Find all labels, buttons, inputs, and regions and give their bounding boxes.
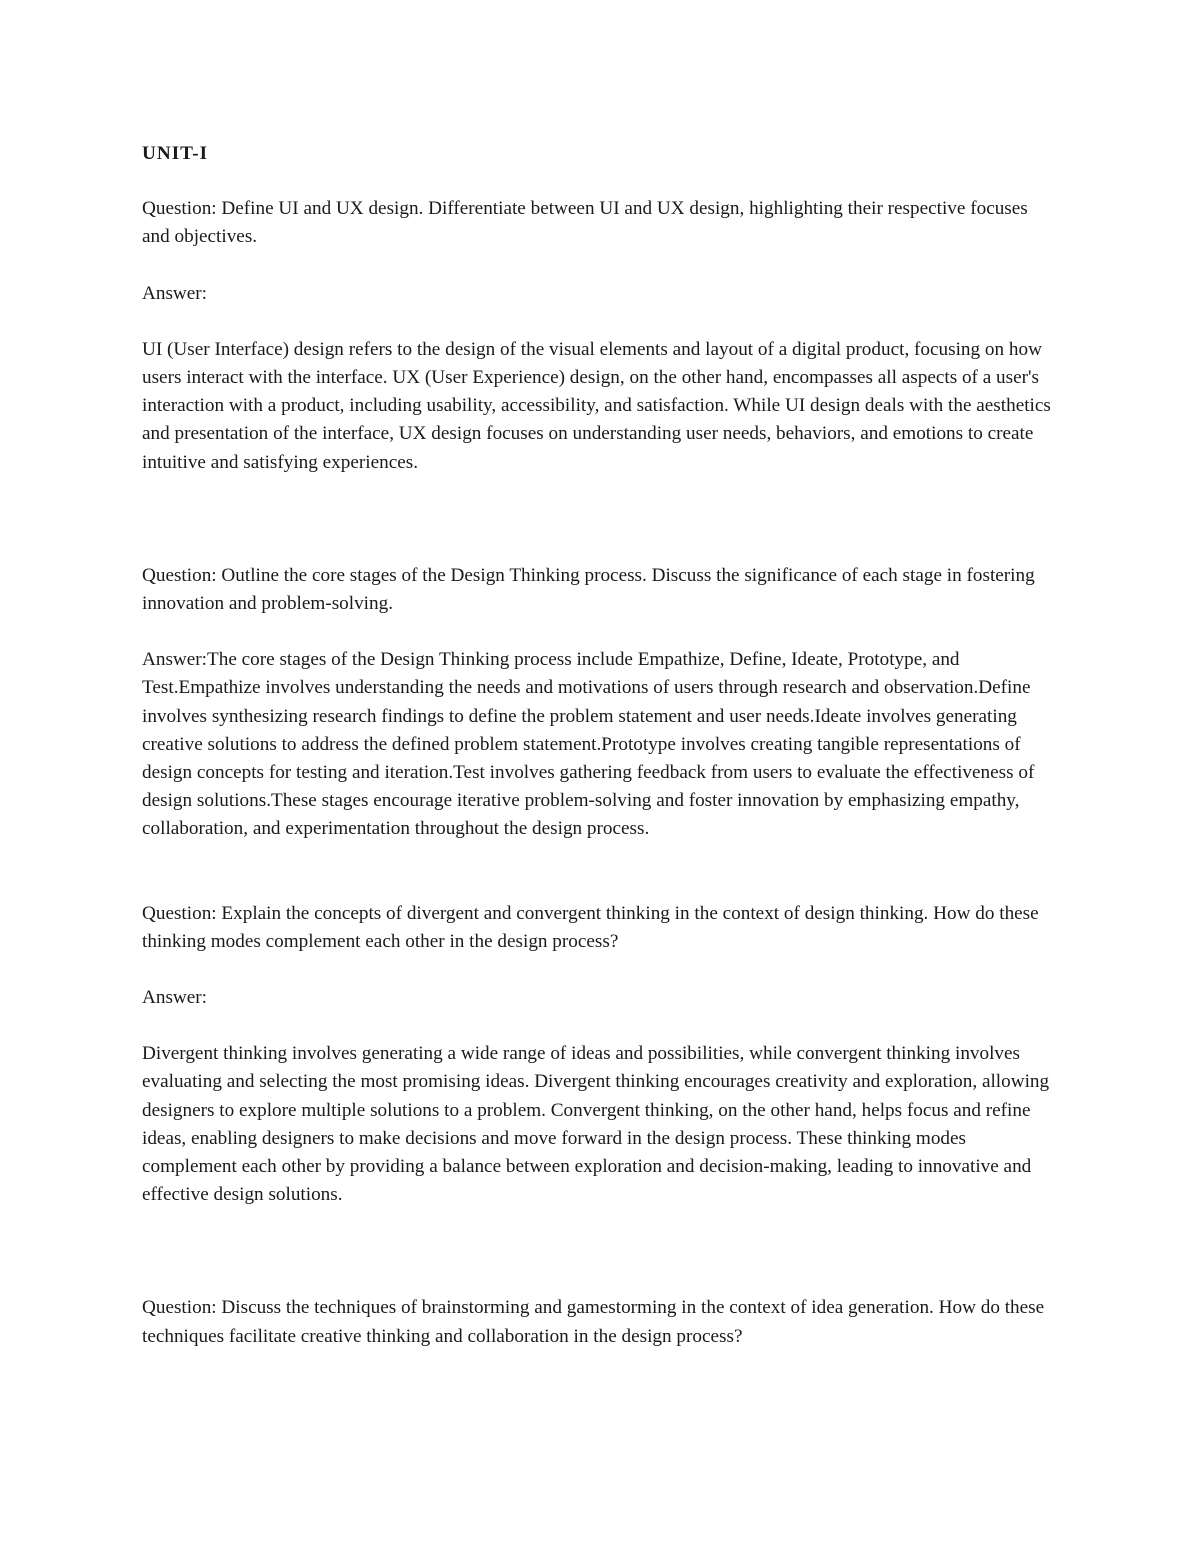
question-2: Question: Outline the core stages of the Design Thinking process. Discuss the significance of each stage in fostering innovation and problem-solving. (142, 564, 1035, 615)
section-gap (142, 1209, 1057, 1294)
answer-2: Answer:The core stages of the Design Thinking process include Empathize, Define, Ideate, Prototype, and Test.Empathize involves understanding the needs and motivations of users through research and observation.Define involves synthesizing research findings to define the problem statement and user needs.Ideate involves generating creative solutions to address the defined problem statement.Prototype involves creating tangible representations of design concepts for testing and iteration.Test involves gathering feedback from users to evaluate the effectiveness of design solutions.These stages encourage iterative problem-solving and foster innovation by emphasizing empathy, collaboration, and experimentation throughout the design process. (142, 649, 1035, 840)
answer-label-1: Answer: (142, 282, 208, 304)
question-1: Question: Define UI and UX design. Differentiate between UI and UX design, highlighting their respective focuses and objectives. (142, 198, 1028, 248)
question-4: Question: Discuss the techniques of brainstorming and gamestorming in the context of idea generation. How do these techniques facilitate creative thinking and collaboration in the design process? (142, 1297, 1045, 1347)
unit-heading: UNIT-I (142, 143, 209, 164)
answer-1: UI (User Interface) design refers to the design of the visual elements and layout of a digital product, focusing on how users interact with the interface. UX (User Experience) design, on the other hand, encompasses all aspects of a user's interaction with a product, including usability, accessibility, and satisfaction. While UI design deals with the aesthetics and presentation of the interface, UX design focuses on understanding user needs, behaviors, and emotions to create intuitive and satisfying experiences. (142, 338, 1051, 473)
section-gap (142, 844, 1057, 900)
section-gap (142, 477, 1057, 562)
answer-3: Divergent thinking involves generating a wide range of ideas and possibilities, while convergent thinking involves evaluating and selecting the most promising ideas. Divergent thinking encourages creativity and exploration, allowing designers to explore multiple solutions to a problem. Convergent thinking, on the other hand, helps focus and refine ideas, enabling designers to make decisions and move forward in the design process. These thinking modes complement each other by providing a balance between exploration and decision-making, leading to innovative and effective design solutions. (142, 1043, 1050, 1206)
document-body (142, 140, 1057, 1379)
question-3: Question: Explain the concepts of divergent and convergent thinking in the context of design thinking. How do these thinking modes complement each other in the design process? (142, 902, 1039, 952)
answer-label-3: Answer: (142, 987, 208, 1009)
